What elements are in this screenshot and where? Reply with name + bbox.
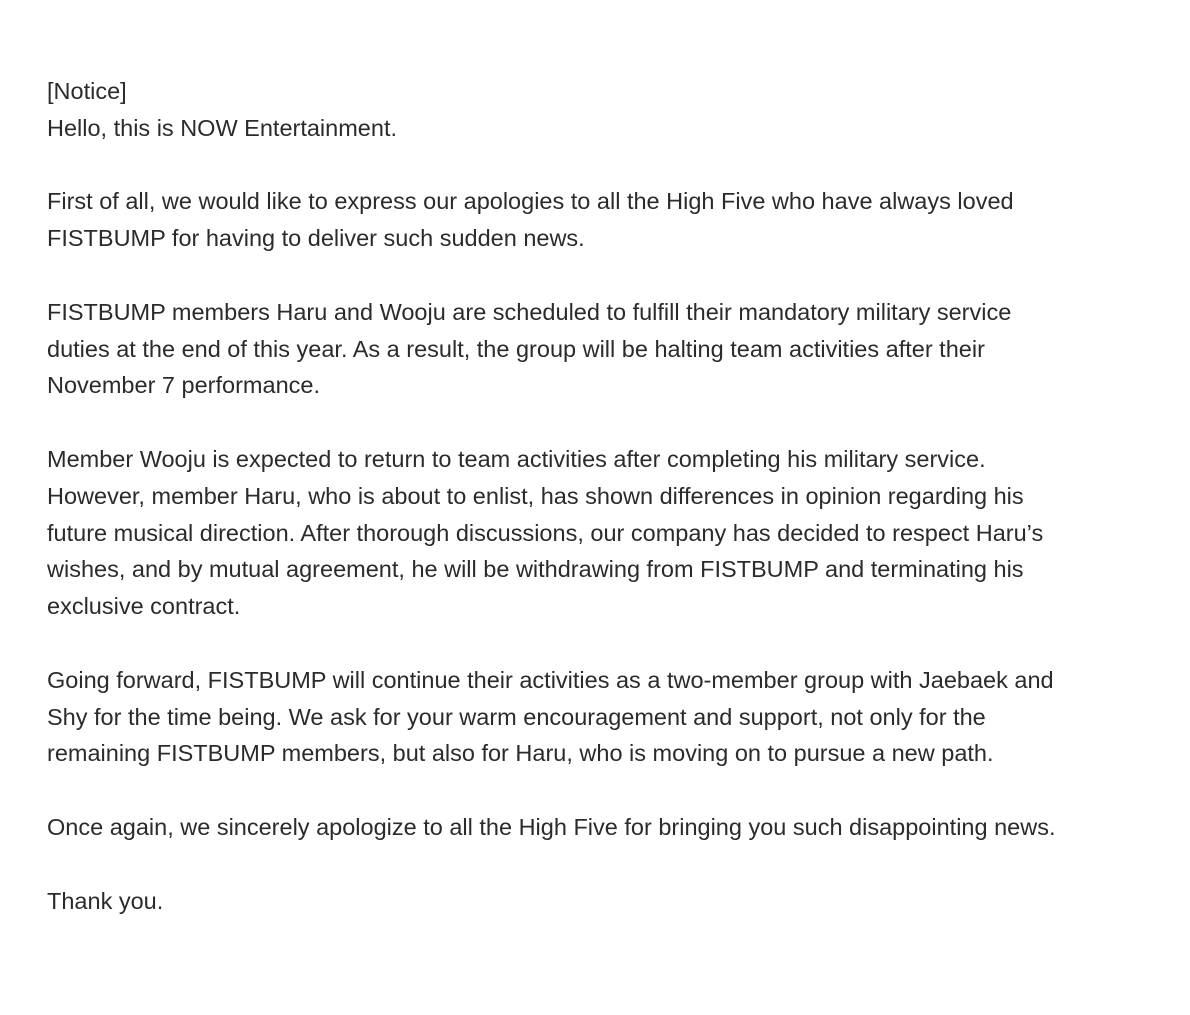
notice-closing (47, 883, 1157, 920)
greeting-text: Hello, this is NOW Entertainment. (47, 114, 397, 141)
notice-heading (47, 73, 1157, 110)
paragraph-line: FISTBUMP for having to deliver such sudden news. (47, 225, 585, 252)
paragraph-line: remaining FISTBUMP members, but also for Haru, who is moving on to pursue a new path. (47, 740, 994, 767)
paragraph-line: Once again, we sincerely apologize to all the High Five for bringing you such disappointing news. (47, 813, 1056, 840)
paragraph-line: November 7 performance. (47, 372, 320, 399)
notice-heading-text: [Notice] (47, 78, 127, 104)
paragraph-military-service (47, 294, 1157, 404)
paragraph-line: future musical direction. After thorough discussions, our company has decided to respect Haru’s (47, 519, 1044, 546)
paragraph-member-withdrawal (47, 441, 1157, 625)
paragraph-line: First of all, we would like to express our apologies to all the High Five who have always loved (47, 188, 1014, 215)
paragraph-line: Shy for the time being. We ask for your warm encouragement and support, not only for the (47, 703, 986, 730)
paragraph-apology (47, 183, 1157, 257)
paragraph-going-forward (47, 662, 1157, 772)
notice-greeting (47, 110, 1157, 147)
paragraph-line: Member Wooju is expected to return to team activities after completing his military service. (47, 445, 986, 472)
paragraph-line: duties at the end of this year. As a result, the group will be halting team activities after their (47, 335, 985, 362)
paragraph-line: However, member Haru, who is about to enlist, has shown differences in opinion regarding his (47, 482, 1024, 509)
paragraph-line: FISTBUMP members Haru and Wooju are scheduled to fulfill their mandatory military service (47, 298, 1012, 325)
paragraph-line: wishes, and by mutual agreement, he will be withdrawing from FISTBUMP and terminating his (47, 556, 1024, 583)
closing-text: Thank you. (47, 887, 164, 914)
notice-body (47, 73, 1157, 956)
paragraph-line: exclusive contract. (47, 593, 241, 620)
paragraph-apology-again (47, 809, 1157, 846)
paragraph-line: Going forward, FISTBUMP will continue their activities as a two-member group with Jaebaek and (47, 666, 1054, 693)
